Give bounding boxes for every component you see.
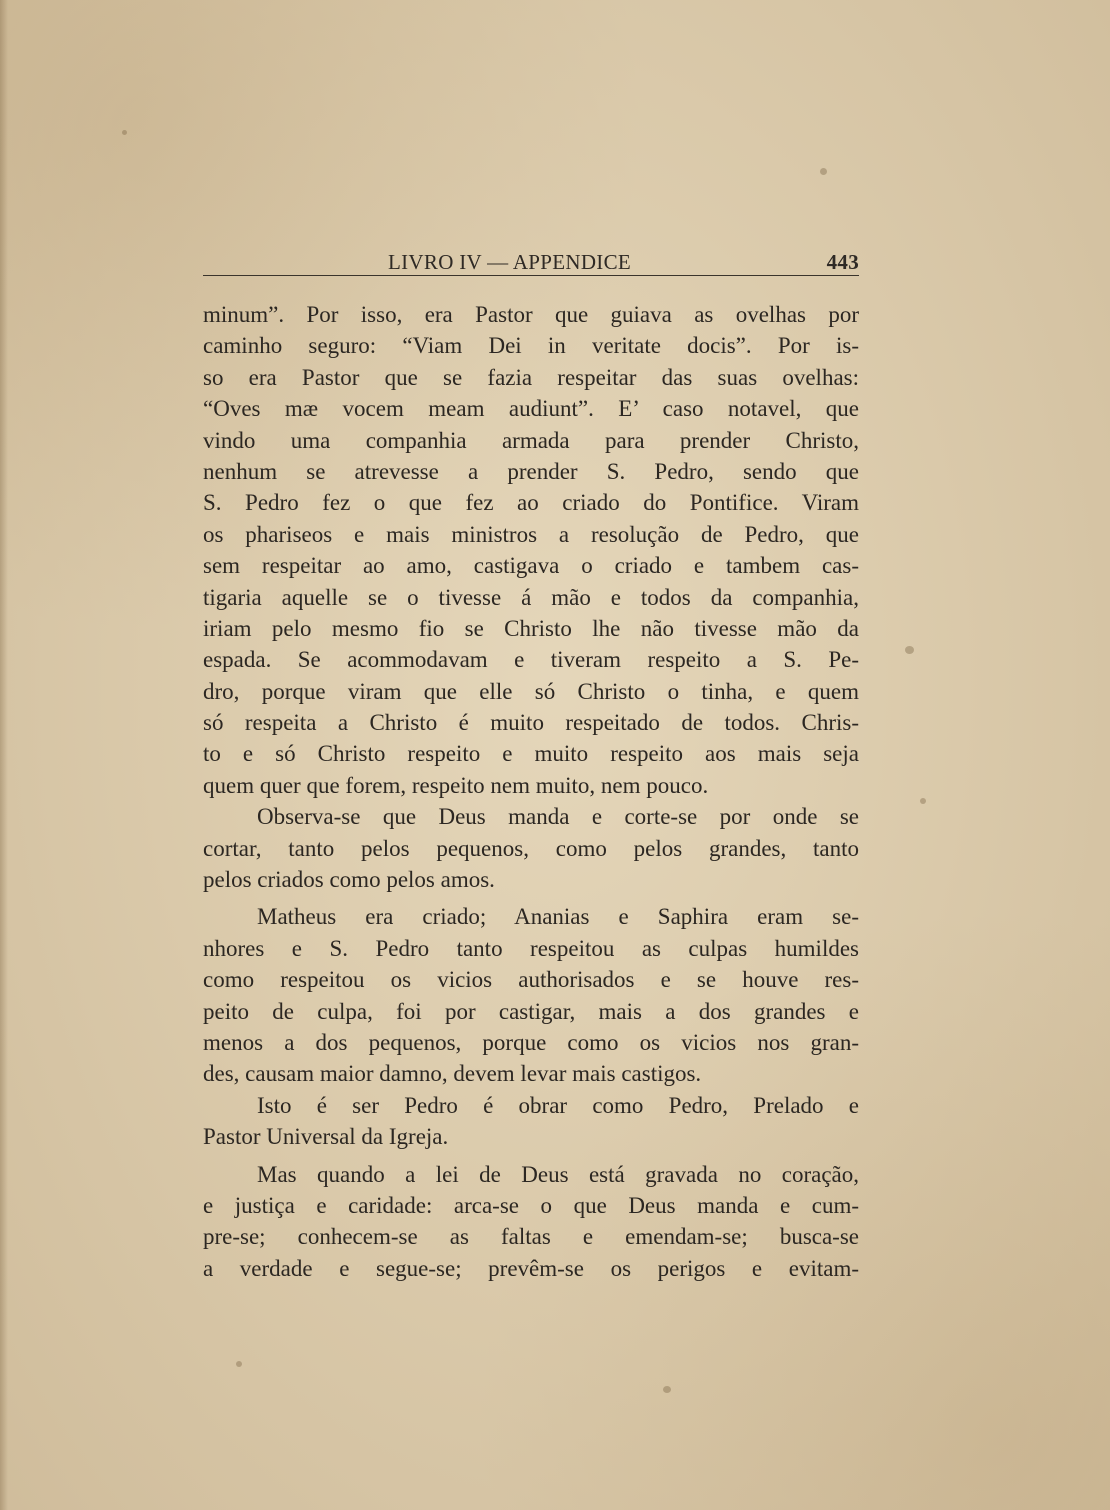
paper-spot (905, 646, 914, 654)
text-line: iriam pelo mesmo fio se Christo lhe não tivesse mão da (203, 615, 859, 641)
text-line: caminho seguro: “Viam Dei in veritate docis”. Por is- (203, 333, 859, 359)
text-line: nenhum se atrevesse a prender S. Pedro, sendo que (203, 458, 859, 484)
text-line: pelos criados como pelos amos. (203, 867, 495, 893)
running-header (203, 248, 859, 278)
paper-spot (820, 168, 827, 175)
text-line: so era Pastor que se fazia respeitar das suas ovelhas: (203, 364, 859, 390)
text-line: sem respeitar ao amo, castigava o criado e tambem cas- (203, 553, 859, 579)
text-line: vindo uma companhia armada para prender Christo, (203, 427, 859, 453)
text-line: dro, porque viram que elle só Christo o tinha, e quem (203, 678, 859, 704)
text-line: pre-se; conhecem-se as faltas e emendam-se; busca-se (203, 1224, 859, 1250)
running-header-title: LIVRO IV — APPENDICE (388, 250, 632, 274)
page-number: 443 (826, 250, 859, 274)
text-line: a verdade e segue-se; prevêm-se os perigos e evitam- (203, 1255, 859, 1281)
paper-spot (236, 1361, 242, 1367)
body-text (203, 299, 859, 1284)
text-line: os phariseos e mais ministros a resolução de Pedro, que (203, 521, 859, 547)
text-line: Pastor Universal da Igreja. (203, 1124, 449, 1150)
page-edge-shadow (0, 0, 8, 1510)
header-rule (203, 275, 859, 276)
text-line: “Oves mæ vocem meam audiunt”. E’ caso notavel, que (203, 396, 859, 422)
text-line: espada. Se acommodavam e tiveram respeito a S. Pe- (203, 647, 859, 673)
text-line: peito de culpa, foi por castigar, mais a dos grandes e (203, 998, 859, 1024)
paper-spot (920, 798, 926, 804)
text-line: e justiça e caridade: arca-se o que Deus manda e cum- (203, 1192, 859, 1218)
text-line: Matheus era criado; Ananias e Saphira eram se- (257, 904, 859, 930)
text-line: to e só Christo respeito e muito respeito aos mais seja (203, 741, 859, 767)
text-line: só respeita a Christo é muito respeitado de todos. Chris- (203, 710, 859, 736)
text-line: Isto é ser Pedro é obrar como Pedro, Prelado e (257, 1092, 859, 1118)
text-line: des, causam maior damno, devem levar mais castigos. (203, 1061, 702, 1087)
text-line: S. Pedro fez o que fez ao criado do Pontifice. Viram (203, 490, 859, 516)
text-line: nhores e S. Pedro tanto respeitou as culpas humildes (203, 935, 859, 961)
text-line: tigaria aquelle se o tivesse á mão e todos da companhia, (203, 584, 859, 610)
text-line: cortar, tanto pelos pequenos, como pelos grandes, tanto (203, 835, 859, 861)
paper-spot (663, 1386, 671, 1393)
text-line: Observa-se que Deus manda e corte-se por onde se (257, 804, 859, 830)
text-line: quem quer que forem, respeito nem muito, nem pouco. (203, 772, 709, 798)
text-line: como respeitou os vicios authorisados e se houve res- (203, 967, 859, 993)
paper-spot (122, 130, 127, 135)
text-line: Mas quando a lei de Deus está gravada no coração, (257, 1161, 859, 1187)
text-line: menos a dos pequenos, porque como os vicios nos gran- (203, 1029, 859, 1055)
text-line: minum”. Por isso, era Pastor que guiava as ovelhas por (203, 302, 859, 327)
